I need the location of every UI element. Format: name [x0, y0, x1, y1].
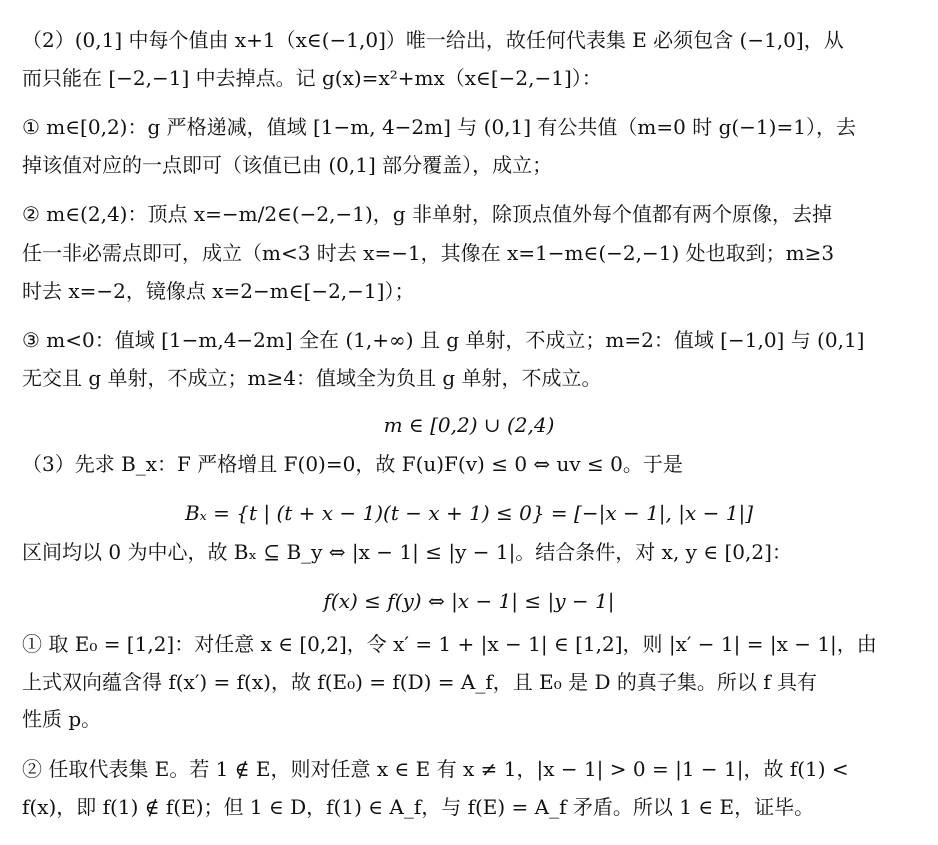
text-line: 掉该值对应的一点即可（该值已由 (0,1] 部分覆盖），成立；	[22, 153, 553, 177]
text-line: 任一非必需点即可，成立（m<3 时去 x=−1，其像在 x=1−m∈(−2,−1) 处也取到；m≥3	[22, 241, 835, 265]
math-display: Bₓ = {t | (t + x − 1)(t − x + 1) ≤ 0} = [−|x − 1|, |x − 1|]	[184, 501, 754, 525]
text-line: 无交且 g 单射，不成立；m≥4：值域全为负且 g 单射，不成立。	[22, 366, 602, 390]
text-line: （2）(0,1] 中每个值由 x+1（x∈(−1,0]）唯一给出，故任何代表集 E 必须包含 (−1,0]，从	[22, 28, 844, 52]
text-line: 性质 p。	[22, 707, 102, 731]
text-line: ② 任取代表集 E。若 1 ∉ E，则对任意 x ∈ E 有 x ≠ 1，|x − 1| > 0 = |1 − 1|，故 f(1) <	[22, 757, 849, 781]
text-line: 而只能在 [−2,−1] 中去掉点。记 g(x)=x²+mx（x∈[−2,−1]）：	[22, 66, 602, 90]
text-line: ① 取 E₀ = [1,2]：对任意 x ∈ [0,2]，令 x′ = 1 + |x − 1| ∈ [1,2]，则 |x′ − 1| = |x − 1|，由	[22, 632, 877, 656]
math-display: m ∈ [0,2) ∪ (2,4)	[383, 413, 555, 437]
text-line: 区间均以 0 为中心，故 Bₓ ⊆ B_y ⇔ |x − 1| ≤ |y − 1|。结合条件，对 x, y ∈ [0,2]：	[22, 540, 792, 564]
text-line: ① m∈[0,2)：g 严格递减，值域 [1−m, 4−2m] 与 (0,1] 有公共值（m=0 时 g(−1)=1），去	[22, 115, 856, 139]
text-line: （3）先求 B_x：F 严格增且 F(0)=0，故 F(u)F(v) ≤ 0 ⇔ uv ≤ 0。于是	[22, 452, 683, 476]
text-line: 时去 x=−2，镜像点 x=2−m∈[−2,−1]）；	[22, 279, 415, 303]
text-line: f(x)，即 f(1) ∉ f(E)；但 1 ∈ D，f(1) ∈ A_f，与 f(E) = A_f 矛盾。所以 1 ∈ E，证毕。	[22, 795, 815, 819]
text-line: 上式双向蕴含得 f(x′) = f(x)，故 f(E₀) = f(D) = A_f，且 E₀ 是 D 的真子集。所以 f 具有	[22, 670, 817, 694]
text-line: ③ m<0：值域 [1−m,4−2m] 全在 (1,+∞) 且 g 单射，不成立；m=2：值域 [−1,0] 与 (0,1]	[22, 328, 865, 352]
math-display: f(x) ≤ f(y) ⇔ |x − 1| ≤ |y − 1|	[323, 589, 615, 613]
text-line: ② m∈(2,4)：顶点 x=−m/2∈(−2,−1)，g 非单射，除顶点值外每个值都有两个原像，去掉	[22, 202, 832, 226]
